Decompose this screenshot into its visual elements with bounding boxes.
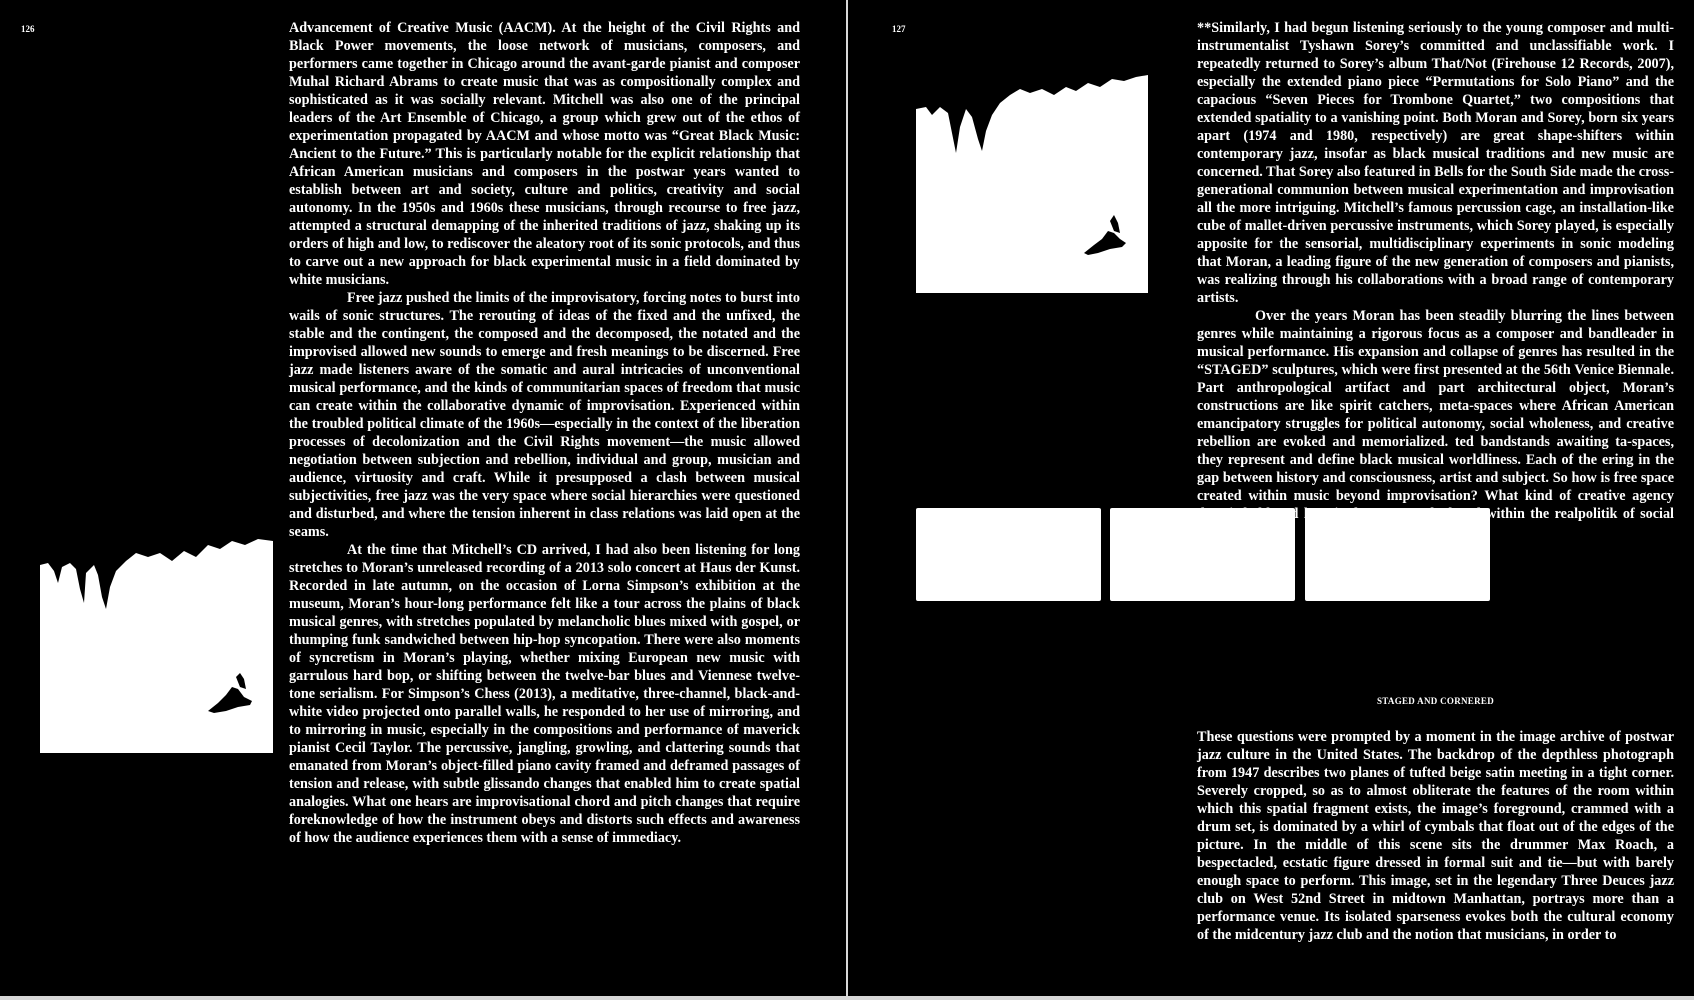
- right-body-text-top: [1197, 19, 1674, 541]
- right-paragraph-3: These questions were prompted by a moment in the image archive of postwar jazz culture in the United States. The backdrop of the depthless photograph from 1947 describes two planes of tufted beige satin meeting in a tight corner. Severely cropped, so as to almost obliterate the features of the room within which this spatial fragment exists, the image’s foreground, crammed with a drum set, is dominated by a whirl of cymbals that float out of the edges of the picture. In the middle of this scene sits the drummer Max Roach, a bespectacled, ecstatic figure dressed in formal suit and tie—but with barely enough space to perform. This image, set in the legendary Three Deuces jazz club on West 52nd Street in midtown Manhattan, portrays more than a performance venue. Its isolated sparseness evokes both the cultural economy of the midcentury jazz club and the notion that musicians, in order to: [1197, 729, 1674, 943]
- photo-left: [40, 527, 273, 753]
- section-heading: STAGED AND CORNERED: [1376, 696, 1495, 706]
- left-page: [0, 0, 846, 1000]
- page-number-right: 127: [892, 24, 906, 34]
- blank-box-1: [916, 508, 1101, 601]
- photo-left-image: [40, 527, 273, 753]
- right-body-text-bottom: [1197, 728, 1674, 944]
- left-paragraph-1: Advancement of Creative Music (AACM). At the height of the Civil Rights and Black Power movements, the loose network of musicians, composers, and performers came together in Chicago around the avant-garde pianist and composer Muhal Richard Abrams to create music that was as compositionally complex and sophisticated as it was socially relevant. Mitchell was also one of the principal leaders of the Art Ensemble of Chicago, a group which grew out of the ethos of experimentation propagated by AACM and whose motto was “Great Black Music: Ancient to the Future.” This is particularly notable for the explicit relationship that African American musicians and composers in the postwar years wanted to establish between art and society, culture and politics, creativity and social autonomy. In the 1950s and 1960s these musicians, through recourse to free jazz, attempted a structural demapping of the inherited traditions of jazz, shaking up its orders of high and low, to rediscover the aleatory root of its sonic protocols, and thus to carve out a new approach for black experimental music in a field dominated by white musicians.: [289, 20, 800, 288]
- page-number-left: 126: [21, 24, 35, 34]
- left-paragraph-3: At the time that Mitchell’s CD arrived, I had also been listening for long stretches to Moran’s unreleased recording of a 2013 solo concert at Haus der Kunst. Recorded in late autumn, on the occasion of Lorna Simpson’s exhibition at the museum, Moran’s hour-long performance felt like a tour across the plains of black musical genres, with stretches populated by melancholic blues mixed with gospel, or thumping funk sandwiched between hip-hop syncopation. There were also moments of syncretism in Moran’s playing, whether mixing European new music with garrulous hard bop, or shifting between the twelve-bar blues and Viennese twelve-tone serialism. For Simpson’s Chess (2013), a meditative, three-channel, black-and-white video projected onto parallel walls, he responded to her use of mirroring, and to mirroring in music, especially in the compositions and performance of maverick pianist Cecil Taylor. The percussive, jangling, growling, and clattering sounds that emanated from Moran’s object-filled piano cavity framed and deframed passages of tension and release, with subtle glissando changes that enabled him to create spatial analogies. What one hears are improvisational chord and pitch changes that require foreknowledge of how the instrument obeys and distorts such effects and awareness of how the audience experiences them with a sense of immediacy.: [289, 542, 800, 846]
- right-page: [848, 0, 1694, 1000]
- right-paragraph-1: **Similarly, I had begun listening seriously to the young composer and multi-instrumentalist Tyshawn Sorey’s committed and unclassifiable work. I repeatedly returned to Sorey’s album That/Not (Firehouse 12 Records, 2007), especially the extended piano piece “Permutations for Solo Piano” and the capacious “Seven Pieces for Trombone Quartet,” two compositions that extended spatiality to a vanishing point. Both Moran and Sorey, born six years apart (1974 and 1980, respectively) are great shape-shifters within contemporary jazz, insofar as black musical traditions and new music are concerned. That Sorey also featured in Bells for the South Side made the cross-generational communion between musical experimentation and improvisation all the more intriguing. Mitchell’s famous percussion cage, an installation-like cube of mallet-driven percussive instruments, which Sorey played, is especially apposite for the sensorial, multidisciplinary experiments in sonic modeling that Moran, a leading figure of the new generation of composers and pianists, was realizing through his collaborations with a broad range of contemporary artists.: [1197, 20, 1674, 306]
- left-paragraph-2: Free jazz pushed the limits of the improvisatory, forcing notes to burst into wails of sonic structures. The rerouting of ideas of the fixed and the unfixed, the stable and the contingent, the composed and the decomposed, the notated and the improvised allowed new sounds to emerge and fresh meanings to be discerned. Free jazz made listeners aware of the somatic and aural intricacies of unconventional musical performance, and the kinds of communitarian spaces of freedom that music can create within the collaborative dynamic of improvisation. Experienced within the troubled political climate of the 1960s—especially in the context of the liberation processes of decolonization and the Civil Rights movement—the music allowed negotiation between subjection and rebellion, individual and group, musician and audience, virtuosity and craft. While it presupposed a clash between musical subjectivities, free jazz was the very space where social hierarchies were questioned and disturbed, and where the tension inherent in class relations was laid open at the seams.: [289, 290, 800, 540]
- photo-right: [916, 67, 1148, 293]
- left-body-text: [289, 19, 800, 847]
- right-paragraph-2: Over the years Moran has been steadily blurring the lines between genres while maintaining a rigorous focus as a composer and bandleader in musical performance. His expansion and collapse of genres has resulted in the “STAGED” sculptures, which were first presented at the 56th Venice Biennale. Part anthropological artifact and part architectural object, Moran’s constructions are like spirit catchers, meta-spaces where African American emancipatory struggles for political autonomy, social wholeness, and creative rebellion are evoked and memorialized. ted bandstands awaiting ta-spaces, they represent and define black musical worldliness. Each of the ering in the gap between history and consciousness, artist and subject. So how is free space created within music beyond improvisation? What kind of creative agency does it hold and how is that agency deployed within the realpolitik of social deprivation?: [1197, 308, 1674, 540]
- photo-right-image: [916, 67, 1148, 293]
- bottom-rule: [0, 996, 1694, 1000]
